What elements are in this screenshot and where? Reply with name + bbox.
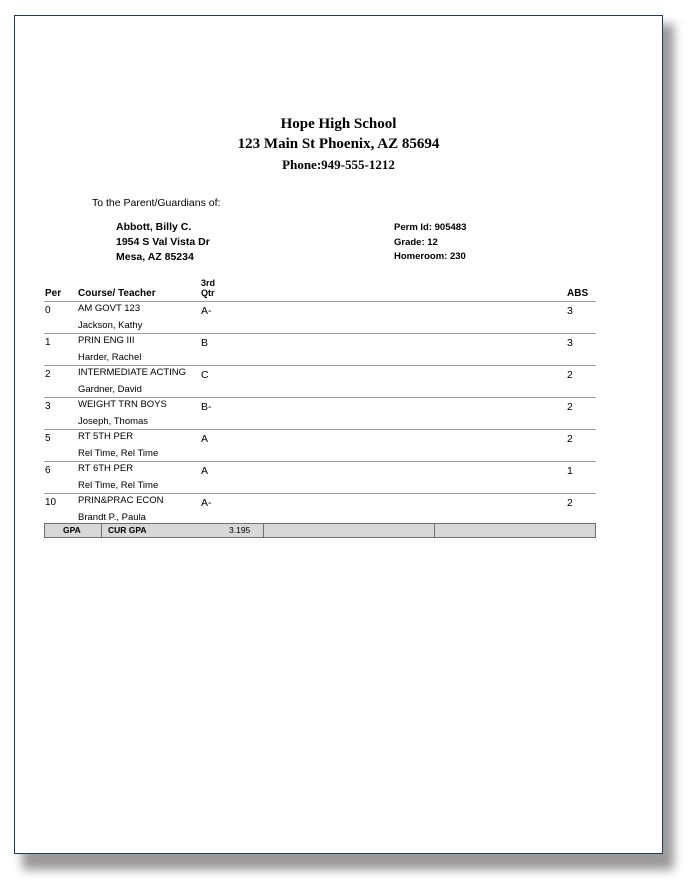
- cell-period: 6: [45, 465, 51, 476]
- cell-abs: 2: [567, 401, 573, 413]
- row-divider: [44, 461, 596, 462]
- cell-course: RT 6TH PER: [78, 463, 134, 474]
- row-divider: [44, 493, 596, 494]
- header-per: Per: [45, 288, 62, 299]
- row-divider: [44, 301, 596, 302]
- row-divider: [44, 397, 596, 398]
- cell-abs: 3: [567, 305, 573, 317]
- cell-grade: A: [201, 465, 209, 477]
- gpa-divider: [263, 524, 264, 537]
- school-phone: Phone:949-555-1212: [282, 157, 395, 172]
- cell-grade: A: [201, 433, 209, 445]
- header-qtr-line2: Qtr: [201, 288, 215, 298]
- header-qtr-line1: 3rd: [201, 278, 216, 288]
- cell-abs: 2: [567, 369, 573, 381]
- student-city: Mesa, AZ 85234: [116, 251, 194, 263]
- salutation: To the Parent/Guardians of:: [92, 197, 221, 209]
- cell-period: 5: [45, 433, 51, 444]
- gpa-value: 3.195: [229, 525, 251, 535]
- cell-grade: B-: [201, 401, 212, 413]
- cell-teacher: Joseph, Thomas: [78, 416, 149, 427]
- gpa-divider: [434, 524, 435, 537]
- gpa-bar: [44, 523, 596, 538]
- cell-course: RT 5TH PER: [78, 431, 134, 442]
- cell-abs: 2: [567, 433, 573, 445]
- cell-teacher: Jackson, Kathy: [78, 320, 143, 331]
- cell-grade: C: [201, 369, 209, 381]
- cell-course: INTERMEDIATE ACTING: [78, 367, 187, 378]
- cell-teacher: Gardner, David: [78, 384, 142, 395]
- row-divider: [44, 429, 596, 430]
- row-divider: [44, 365, 596, 366]
- cell-course: PRIN ENG III: [78, 335, 135, 346]
- cell-period: 3: [45, 401, 51, 412]
- cell-teacher: Brandt P., Paula: [78, 512, 146, 523]
- cell-period: 2: [45, 369, 51, 380]
- cell-course: AM GOVT 123: [78, 303, 141, 314]
- cell-period: 1: [45, 337, 51, 348]
- cell-abs: 2: [567, 497, 573, 509]
- cell-period: 0: [45, 305, 51, 316]
- cell-abs: 1: [567, 465, 573, 477]
- cur-gpa-label: CUR GPA: [108, 525, 147, 535]
- school-address: 123 Main St Phoenix, AZ 85694: [237, 136, 440, 152]
- homeroom: Homeroom: 230: [394, 251, 466, 262]
- student-street: 1954 S Val Vista Dr: [116, 236, 210, 248]
- header-course-teacher: Course/ Teacher: [78, 288, 156, 299]
- cell-teacher: Harder, Rachel: [78, 352, 142, 363]
- report-card-page: [14, 15, 663, 854]
- gpa-label: GPA: [63, 525, 81, 535]
- school-name: Hope High School: [280, 116, 397, 132]
- cell-teacher: Rel Time, Rel Time: [78, 448, 159, 459]
- gpa-divider: [101, 524, 102, 537]
- cell-course: WEIGHT TRN BOYS: [78, 399, 167, 410]
- cell-abs: 3: [567, 337, 573, 349]
- cell-grade: B: [201, 337, 209, 349]
- cell-course: PRIN&PRAC ECON: [78, 495, 164, 506]
- cell-teacher: Rel Time, Rel Time: [78, 480, 159, 491]
- cell-period: 10: [45, 497, 57, 508]
- grade-level: Grade: 12: [394, 237, 438, 248]
- student-name: Abbott, Billy C.: [116, 221, 192, 233]
- header-abs: ABS: [567, 288, 589, 299]
- cell-grade: A-: [201, 497, 212, 509]
- perm-id: Perm Id: 905483: [394, 222, 467, 233]
- row-divider: [44, 333, 596, 334]
- cell-grade: A-: [201, 305, 212, 317]
